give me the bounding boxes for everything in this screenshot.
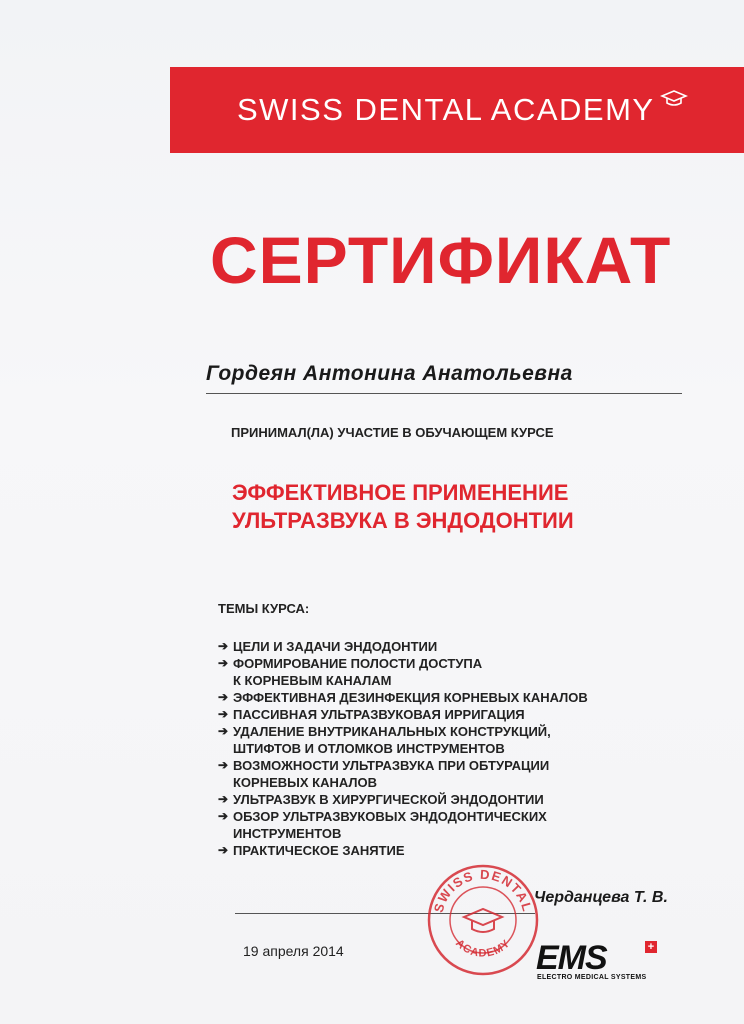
topic-text: КОРНЕВЫХ КАНАЛОВ bbox=[233, 775, 378, 790]
topic-text: К КОРНЕВЫМ КАНАЛАМ bbox=[233, 673, 392, 688]
topic-item bbox=[218, 706, 588, 723]
arrow-right-icon: ➔ bbox=[218, 809, 229, 823]
arrow-right-icon: ➔ bbox=[218, 707, 229, 721]
ems-subtitle: ELECTRO MEDICAL SYSTEMS bbox=[537, 974, 647, 981]
course-title-line: УЛЬТРАЗВУКА В ЭНДОДОНТИИ bbox=[232, 508, 574, 533]
topic-item bbox=[218, 689, 588, 706]
topic-text: ЭФФЕКТИВНАЯ ДЕЗИНФЕКЦИЯ КОРНЕВЫХ КАНАЛОВ bbox=[233, 690, 588, 705]
graduation-cap-icon bbox=[464, 909, 502, 932]
topic-text: ФОРМИРОВАНИЕ ПОЛОСТИ ДОСТУПА bbox=[233, 656, 483, 671]
topic-text: ПАССИВНАЯ УЛЬТРАЗВУКОВАЯ ИРРИГАЦИЯ bbox=[233, 707, 525, 722]
arrow-right-icon: ➔ bbox=[218, 656, 229, 670]
topic-item bbox=[218, 757, 588, 774]
topic-text: УЛЬТРАЗВУК В ХИРУРГИЧЕСКОЙ ЭНДОДОНТИИ bbox=[233, 792, 544, 807]
signer-name: Черданцева Т. В. bbox=[534, 889, 668, 906]
recipient-underline bbox=[206, 393, 682, 394]
topic-item-continuation bbox=[218, 672, 588, 689]
topic-text: ИНСТРУМЕНТОВ bbox=[233, 826, 342, 841]
topic-text: УДАЛЕНИЕ ВНУТРИКАНАЛЬНЫХ КОНСТРУКЦИЙ, bbox=[233, 724, 551, 739]
topic-item-continuation bbox=[218, 825, 588, 842]
graduation-cap-icon bbox=[660, 90, 688, 108]
participation-text: ПРИНИМАЛ(ЛА) УЧАСТИЕ В ОБУЧАЮЩЕМ КУРСЕ bbox=[231, 425, 554, 440]
topic-item bbox=[218, 655, 588, 672]
certificate-title: СЕРТИФИКАТ bbox=[210, 223, 672, 297]
academy-stamp bbox=[426, 863, 540, 977]
recipient-name: Гордеян Антонина Анатольевна bbox=[206, 362, 573, 385]
arrow-right-icon: ➔ bbox=[218, 843, 229, 857]
topic-item bbox=[218, 723, 588, 740]
course-title bbox=[232, 479, 574, 535]
topic-text: ШТИФТОВ И ОТЛОМКОВ ИНСТРУМЕНТОВ bbox=[233, 741, 505, 756]
arrow-right-icon: ➔ bbox=[218, 690, 229, 704]
topic-text: ЦЕЛИ И ЗАДАЧИ ЭНДОДОНТИИ bbox=[233, 639, 438, 654]
topic-item bbox=[218, 791, 588, 808]
arrow-right-icon: ➔ bbox=[218, 792, 229, 806]
topic-item bbox=[218, 638, 588, 655]
arrow-right-icon: ➔ bbox=[218, 758, 229, 772]
certificate-date: 19 апреля 2014 bbox=[243, 943, 344, 959]
course-title-line: ЭФФЕКТИВНОЕ ПРИМЕНЕНИЕ bbox=[232, 480, 569, 505]
arrow-right-icon: ➔ bbox=[218, 724, 229, 738]
topic-text: ВОЗМОЖНОСТИ УЛЬТРАЗВУКА ПРИ ОБТУРАЦИИ bbox=[233, 758, 550, 773]
topic-item bbox=[218, 808, 588, 825]
svg-text:SWISS DENTAL: SWISS DENTAL bbox=[430, 866, 536, 915]
svg-text:ACADEMY: ACADEMY bbox=[453, 937, 513, 960]
academy-name: SWISS DENTAL ACADEMY bbox=[237, 92, 655, 127]
topic-text: ПРАКТИЧЕСКОЕ ЗАНЯТИЕ bbox=[233, 843, 405, 858]
topic-text: ОБЗОР УЛЬТРАЗВУКОВЫХ ЭНДОДОНТИЧЕСКИХ bbox=[233, 809, 547, 824]
topic-item-continuation bbox=[218, 740, 588, 757]
arrow-right-icon: ➔ bbox=[218, 639, 229, 653]
ems-logo: EMS bbox=[536, 939, 607, 977]
ems-plus-icon: + bbox=[645, 941, 657, 953]
topics-heading: ТЕМЫ КУРСА: bbox=[218, 601, 310, 616]
topics-list bbox=[218, 638, 588, 859]
topic-item-continuation bbox=[218, 774, 588, 791]
topic-item bbox=[218, 842, 588, 859]
